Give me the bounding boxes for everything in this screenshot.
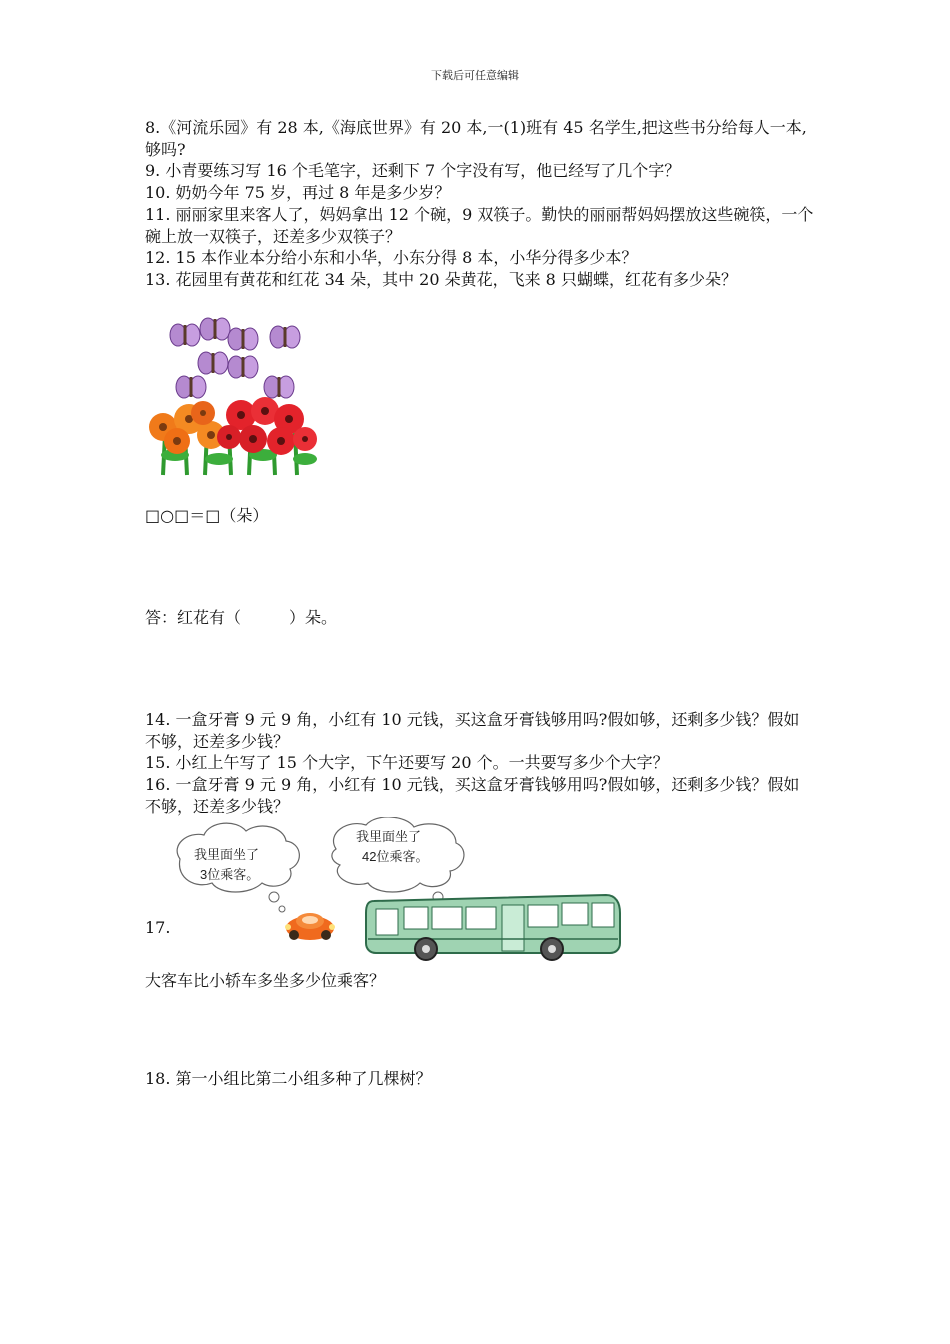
butterfly-icon (170, 318, 300, 398)
question-15: 15. 小红上午写了 15 个大字，下午还要写 20 个。一共要写多少个大字？ (145, 753, 669, 772)
question-18: 18. 第一小组比第二小组多种了几棵树？ (145, 1069, 432, 1088)
car-bubble-line2: 3位乘客。 (200, 867, 260, 882)
question-13-formula: □○□＝□（朵） (145, 506, 269, 525)
question-13-answer: 答：红花有（ ）朵。 (145, 608, 338, 627)
question-9: 9. 小青要练习写 16 个毛笔字，还剩下 7 个字没有写，他已经写了几个字？ (145, 161, 681, 180)
question-10: 10. 奶奶今年 75 岁，再过 8 年是多少岁？ (145, 183, 451, 202)
orange-flower-icon (149, 401, 225, 454)
bus-bubble-line2: 42位乘客。 (362, 849, 429, 864)
thought-bubble-bus (332, 817, 464, 912)
thought-bubble-car (177, 823, 299, 912)
question-16: 16. 一盒牙膏 9 元 9 角，小红有 10 元钱，买这盒牙膏钱够用吗?假如够，还剩多少钱？假如不够，还差多少钱？ (145, 775, 800, 816)
question-17-number: 17. (145, 918, 171, 937)
question-14: 14. 一盒牙膏 9 元 9 角，小红有 10 元钱，买这盒牙膏钱够用吗?假如够，还剩多少钱？假如不够，还差多少钱？ (145, 710, 800, 751)
question-13: 13. 花园里有黄花和红花 34 朵，其中 20 朵黄花，飞来 8 只蝴蝶，红花有多少朵？ (145, 270, 737, 289)
question-8: 8.《河流乐园》有 28 本,《海底世界》有 20 本,一(1)班有 45 名学生,把这些书分给每人一本,够吗? (145, 118, 807, 159)
question-17-text: 大客车比小轿车多坐多少位乘客？ (145, 971, 386, 990)
question-11: 11. 丽丽家里来客人了，妈妈拿出 12 个碗，9 双筷子。勤快的丽丽帮妈妈摆放这些碗筷，一个碗上放一双筷子，还差多少双筷子？ (145, 205, 814, 246)
flowers-butterflies-illustration (145, 315, 323, 477)
red-flower-icon (217, 397, 317, 455)
page-header: 下载后可任意编辑 (431, 69, 519, 82)
bus-bubble-line1: 我里面坐了 (356, 829, 422, 844)
car-bus-illustration (170, 817, 622, 962)
question-12: 12. 15 本作业本分给小东和小华，小东分得 8 本，小华分得多少本？ (145, 248, 638, 267)
car-bubble-line1: 我里面坐了 (194, 847, 260, 862)
